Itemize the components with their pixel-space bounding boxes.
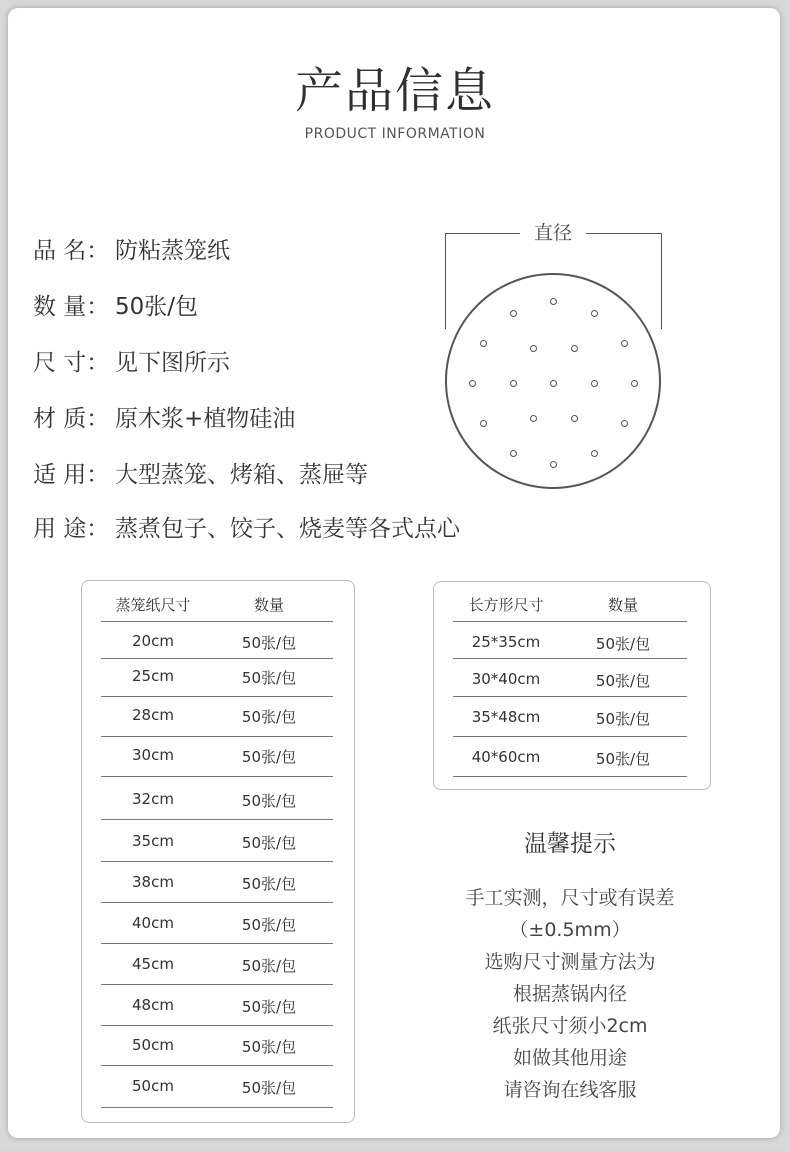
spec-value: 大型蒸笼、烤箱、蒸屉等 [115,462,368,488]
column-header: 长方形尺寸 [468,596,544,614]
quantity-cell: 50张/包 [241,708,297,726]
quantity-cell: 50张/包 [241,1079,297,1097]
tips-title: 温馨提示 [524,831,616,857]
perforation-hole [591,310,598,317]
table-row [101,873,333,894]
quantity-cell: 50张/包 [241,998,297,1016]
size-cell: 50cm [132,1077,174,1095]
table-divider [101,776,333,777]
tips-line: 选购尺寸测量方法为 [484,951,656,973]
tips-line: 请咨询在线客服 [503,1079,637,1101]
spec-quantity [33,288,198,321]
perforation-hole [480,420,487,427]
perforation-hole [631,380,638,387]
column-header: 数量 [253,596,284,614]
tips-line: 如做其他用途 [512,1047,627,1069]
quantity-cell: 50张/包 [241,916,297,934]
size-cell: 38cm [132,873,174,891]
table-row [453,748,687,769]
quantity-cell: 50张/包 [241,1038,297,1056]
table-divider [453,776,687,777]
quantity-cell: 50张/包 [595,750,651,768]
perforation-hole [510,380,517,387]
table-divider [101,861,333,862]
diameter-tick-left [445,233,446,329]
quantity-cell: 50张/包 [595,672,651,690]
tips-line: （±0.5mm） [509,919,631,941]
quantity-cell: 50张/包 [241,634,297,652]
table-row [101,914,333,935]
page-title: 产品信息 [294,63,495,119]
diameter-tick-right [661,233,662,329]
quantity-cell: 50张/包 [241,875,297,893]
table-row [101,996,333,1017]
table-divider [453,736,687,737]
table-row [101,955,333,976]
spec-label: 适 用： [33,462,110,488]
round-table-header [101,594,333,615]
quantity-cell: 50张/包 [241,792,297,810]
table-divider [453,696,687,697]
table-row [101,790,333,811]
spec-application [33,456,368,489]
perforation-hole [621,340,628,347]
column-header: 数量 [607,596,638,614]
quantity-cell: 50张/包 [241,669,297,687]
size-cell: 30cm [132,746,174,764]
table-row [453,670,687,691]
spec-label: 品 名： [33,238,110,264]
table-row [101,1036,333,1057]
table-row [101,632,333,653]
size-cell: 40cm [132,914,174,932]
spec-label: 用 途： [33,516,110,542]
quantity-cell: 50张/包 [241,957,297,975]
perforation-hole [591,380,598,387]
spec-label: 数 量： [33,294,110,320]
size-cell: 45cm [132,955,174,973]
quantity-cell: 50张/包 [595,635,651,653]
quantity-cell: 50张/包 [241,834,297,852]
table-divider [453,658,687,659]
spec-value: 蒸煮包子、饺子、烧麦等各式点心 [115,516,460,542]
table-row [453,708,687,729]
table-divider [101,1107,333,1108]
rect-table-header [453,594,687,615]
spec-size [33,344,230,377]
perforation-hole [550,298,557,305]
spec-value: 防粘蒸笼纸 [115,238,230,264]
table-divider [101,902,333,903]
table-divider [453,621,687,622]
table-row [101,667,333,688]
diameter-line-left [445,233,520,234]
size-cell: 28cm [132,706,174,724]
spec-name [33,232,230,265]
size-cell: 25*35cm [471,633,541,651]
spec-value: 原木浆+植物硅油 [115,406,296,432]
table-row [101,1077,333,1098]
tips-line: 手工实测，尺寸或有误差 [465,887,675,909]
spec-value: 见下图所示 [115,350,230,376]
column-header: 蒸笼纸尺寸 [115,596,191,614]
table-divider [101,621,333,622]
perforation-hole [571,415,578,422]
spec-material [33,400,295,433]
size-cell: 48cm [132,996,174,1014]
size-cell: 35cm [132,832,174,850]
perforation-hole [530,345,537,352]
table-divider [101,819,333,820]
table-row [101,746,333,767]
size-cell: 30*40cm [471,670,541,688]
spec-label: 材 质： [33,406,110,432]
diameter-label: 直径 [520,218,586,245]
size-cell: 40*60cm [471,748,541,766]
spec-value: 50张/包 [115,294,199,320]
page-subtitle: PRODUCT INFORMATION [304,126,486,142]
perforation-hole [621,420,628,427]
spec-label: 尺 寸： [33,350,110,376]
size-cell: 20cm [132,632,174,650]
quantity-cell: 50张/包 [595,710,651,728]
spec-usage [33,510,460,543]
size-cell: 32cm [132,790,174,808]
table-divider [101,984,333,985]
table-divider [101,943,333,944]
table-row [101,832,333,853]
table-divider [101,658,333,659]
table-row [101,706,333,727]
table-divider [101,1065,333,1066]
table-divider [101,696,333,697]
perforation-hole [550,461,557,468]
perforation-hole [591,450,598,457]
quantity-cell: 50张/包 [241,748,297,766]
size-cell: 35*48cm [471,708,541,726]
perforation-hole [530,415,537,422]
tips-line: 根据蒸锅内径 [512,983,627,1005]
perforation-hole [510,450,517,457]
perforation-hole [480,340,487,347]
tips-line: 纸张尺寸须小2cm [492,1015,648,1037]
table-row [453,633,687,654]
table-divider [101,736,333,737]
size-cell: 50cm [132,1036,174,1054]
diameter-line-right [586,233,662,234]
perforation-hole [571,345,578,352]
perforation-hole [510,310,517,317]
perforation-hole [550,380,557,387]
table-divider [101,1025,333,1026]
size-cell: 25cm [132,667,174,685]
perforation-hole [469,380,476,387]
